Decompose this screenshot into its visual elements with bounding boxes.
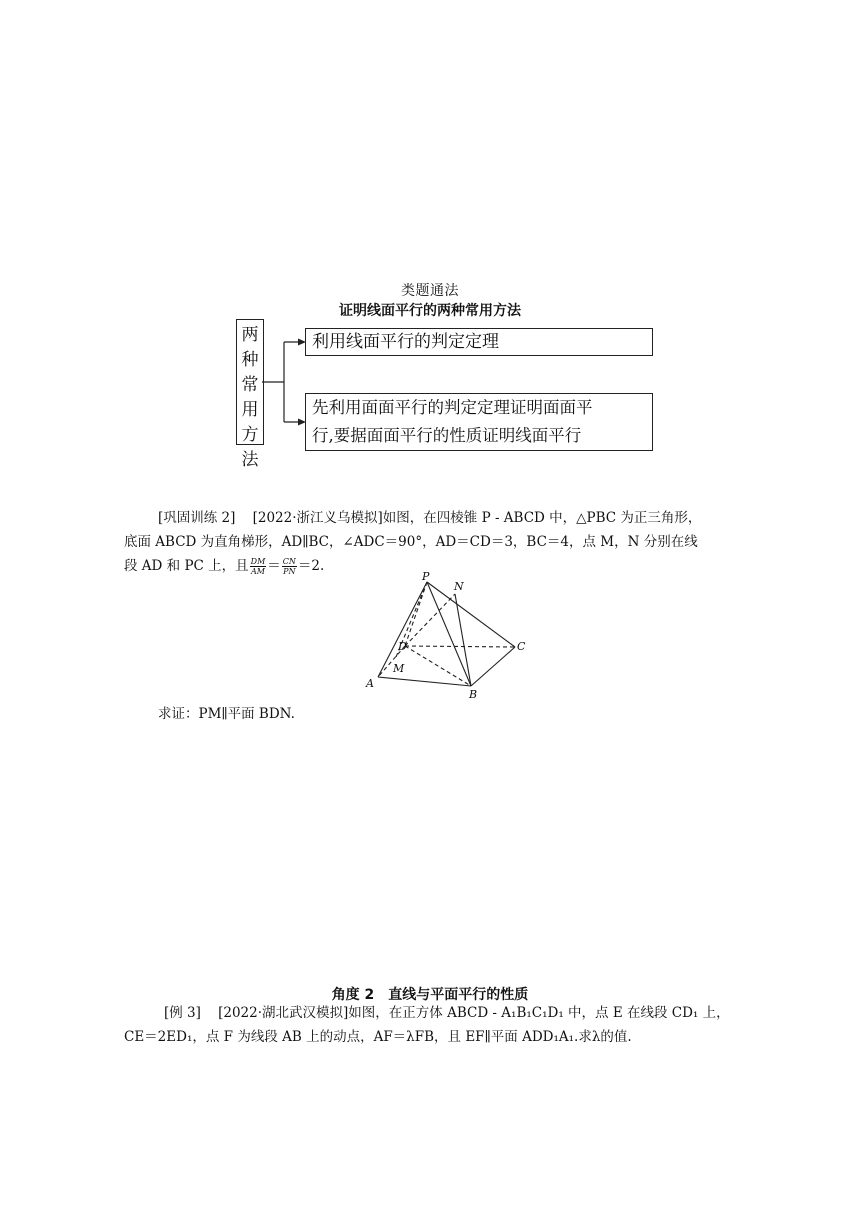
frac1-den: AM (250, 567, 265, 576)
edge-dc (405, 646, 515, 647)
exercise-line2: 底面 ABCD 为直角梯形，AD∥BC，∠ADC＝90°，AD＝CD＝3，BC＝4，点 M，N 分别在线 (124, 534, 698, 550)
exercise-source: [2022·浙江义乌模拟] (252, 510, 383, 526)
exercise-text-3: 段 AD 和 PC 上，且 (124, 558, 249, 574)
label-m: M (393, 662, 405, 675)
frac1-num: DM (250, 557, 266, 566)
method2-line1: 先利用面面平行的判定定理证明面面平 (312, 398, 593, 417)
method2-line2: 行,要据面面平行的性质证明线面平行 (312, 426, 582, 445)
angle-heading: 角度 2 直线与平面平行的性质 (331, 987, 529, 1003)
label-p: P (422, 570, 430, 583)
frac2-num: CN (282, 557, 296, 566)
example-source: [2022·湖北武汉模拟] (218, 1005, 349, 1021)
exercise-text-3b: ＝2. (297, 558, 325, 574)
label-d: D (398, 640, 407, 653)
side-char: 方 (241, 425, 259, 445)
exercise-line1 (158, 506, 798, 530)
edge-ab (378, 677, 471, 686)
method1-text: 利用线面平行的判定定理 (312, 332, 499, 352)
side-char: 两 (241, 325, 259, 345)
side-char: 种 (241, 350, 259, 370)
side-char: 常 (241, 375, 259, 395)
example-line2: CE＝2ED₁，点 F 为线段 AB 上的动点，AF＝λFB，且 EF∥平面 ADD₁A₁.求λ的值. (124, 1029, 632, 1045)
method1-box (305, 328, 653, 356)
label-n: N (454, 580, 464, 593)
example-tag: [例 3] (164, 1005, 201, 1021)
pyramid-figure (360, 570, 540, 700)
label-b: B (469, 688, 478, 700)
segment-db (405, 646, 471, 686)
section-title: 类题通法 (401, 283, 459, 299)
edge-pd (405, 582, 427, 646)
method2-box (305, 393, 653, 451)
side-char: 法 (241, 450, 259, 470)
equals-sign: ＝ (267, 558, 281, 574)
side-char: 用 (241, 400, 259, 420)
fraction-dm-am (250, 557, 267, 576)
label-c: C (517, 640, 526, 653)
subtitle: 证明线面平行的两种常用方法 (339, 303, 521, 319)
edge-bc (471, 647, 515, 686)
exercise-text-1: 如图，在四棱锥 P - ABCD 中，△PBC 为正三角形， (382, 510, 702, 526)
label-a: A (366, 677, 374, 690)
frac2-den: PN (283, 567, 296, 576)
example-line1 (164, 1001, 804, 1025)
exercise-tag: [巩固训练 2] (158, 510, 236, 526)
segment-bn (455, 594, 471, 686)
segment-dn (405, 594, 455, 646)
side-label-box (236, 319, 264, 470)
example-text-1: 如图，在正方体 ABCD - A₁B₁C₁D₁ 中，点 E 在线段 CD₁ 上， (348, 1005, 730, 1021)
prove-statement: 求证：PM∥平面 BDN. (158, 706, 295, 722)
fraction-cn-pn (282, 557, 297, 576)
